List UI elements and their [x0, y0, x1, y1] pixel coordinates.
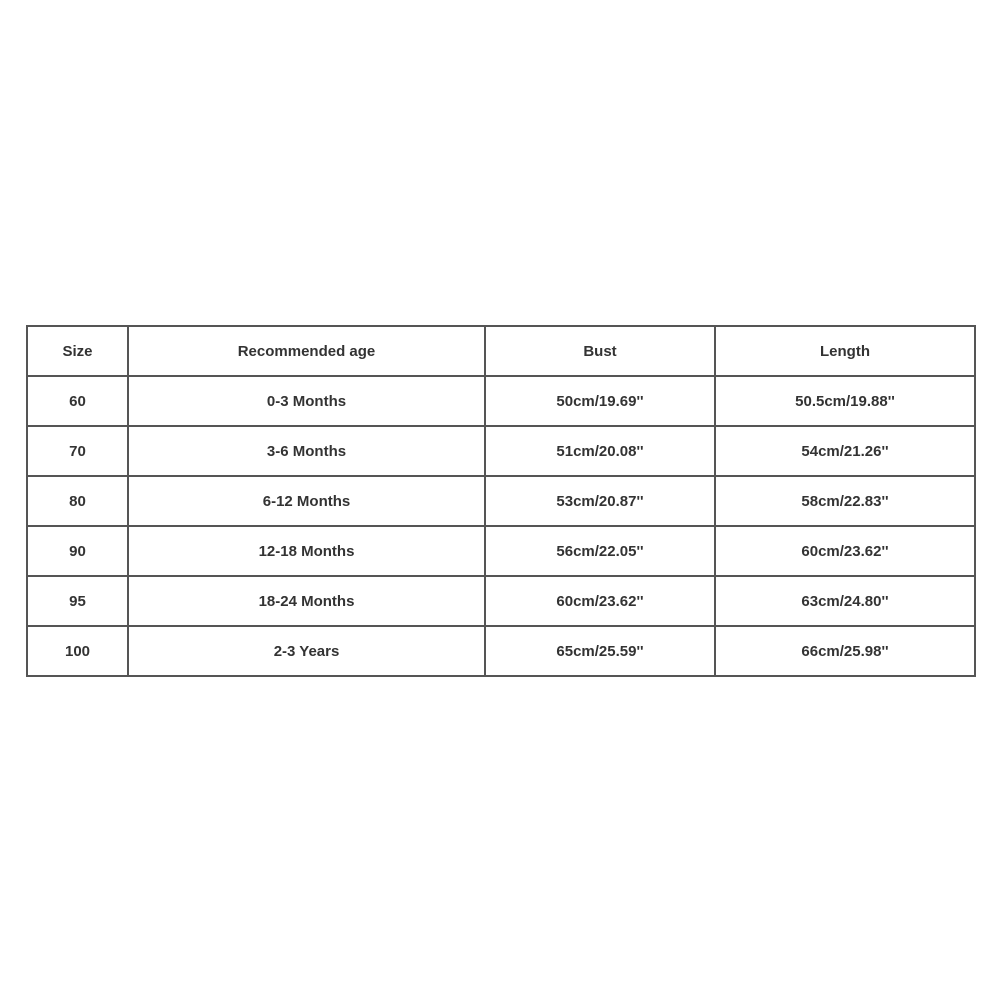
cell-size: 100: [27, 626, 128, 676]
header-recommended-age: Recommended age: [128, 326, 485, 376]
cell-length: 54cm/21.26'': [715, 426, 975, 476]
cell-recommended-age: 6-12 Months: [128, 476, 485, 526]
header-size: Size: [27, 326, 128, 376]
cell-recommended-age: 12-18 Months: [128, 526, 485, 576]
cell-bust: 53cm/20.87'': [485, 476, 715, 526]
cell-bust: 51cm/20.08'': [485, 426, 715, 476]
cell-length: 50.5cm/19.88'': [715, 376, 975, 426]
table-row: [27, 626, 975, 676]
table-row: [27, 476, 975, 526]
cell-size: 90: [27, 526, 128, 576]
cell-size: 70: [27, 426, 128, 476]
cell-bust: 60cm/23.62'': [485, 576, 715, 626]
cell-length: 60cm/23.62'': [715, 526, 975, 576]
table-row: [27, 426, 975, 476]
cell-size: 95: [27, 576, 128, 626]
cell-recommended-age: 3-6 Months: [128, 426, 485, 476]
size-chart-body: [27, 376, 975, 676]
table-row: [27, 376, 975, 426]
header-row: [27, 326, 975, 376]
cell-length: 58cm/22.83'': [715, 476, 975, 526]
size-chart-header: [27, 326, 975, 376]
table-row: [27, 526, 975, 576]
cell-bust: 50cm/19.69'': [485, 376, 715, 426]
cell-length: 66cm/25.98'': [715, 626, 975, 676]
cell-recommended-age: 0-3 Months: [128, 376, 485, 426]
header-length: Length: [715, 326, 975, 376]
cell-length: 63cm/24.80'': [715, 576, 975, 626]
cell-size: 60: [27, 376, 128, 426]
cell-bust: 65cm/25.59'': [485, 626, 715, 676]
cell-recommended-age: 2-3 Years: [128, 626, 485, 676]
table-row: [27, 576, 975, 626]
header-bust: Bust: [485, 326, 715, 376]
cell-size: 80: [27, 476, 128, 526]
cell-recommended-age: 18-24 Months: [128, 576, 485, 626]
cell-bust: 56cm/22.05'': [485, 526, 715, 576]
size-chart-table: [26, 325, 976, 677]
